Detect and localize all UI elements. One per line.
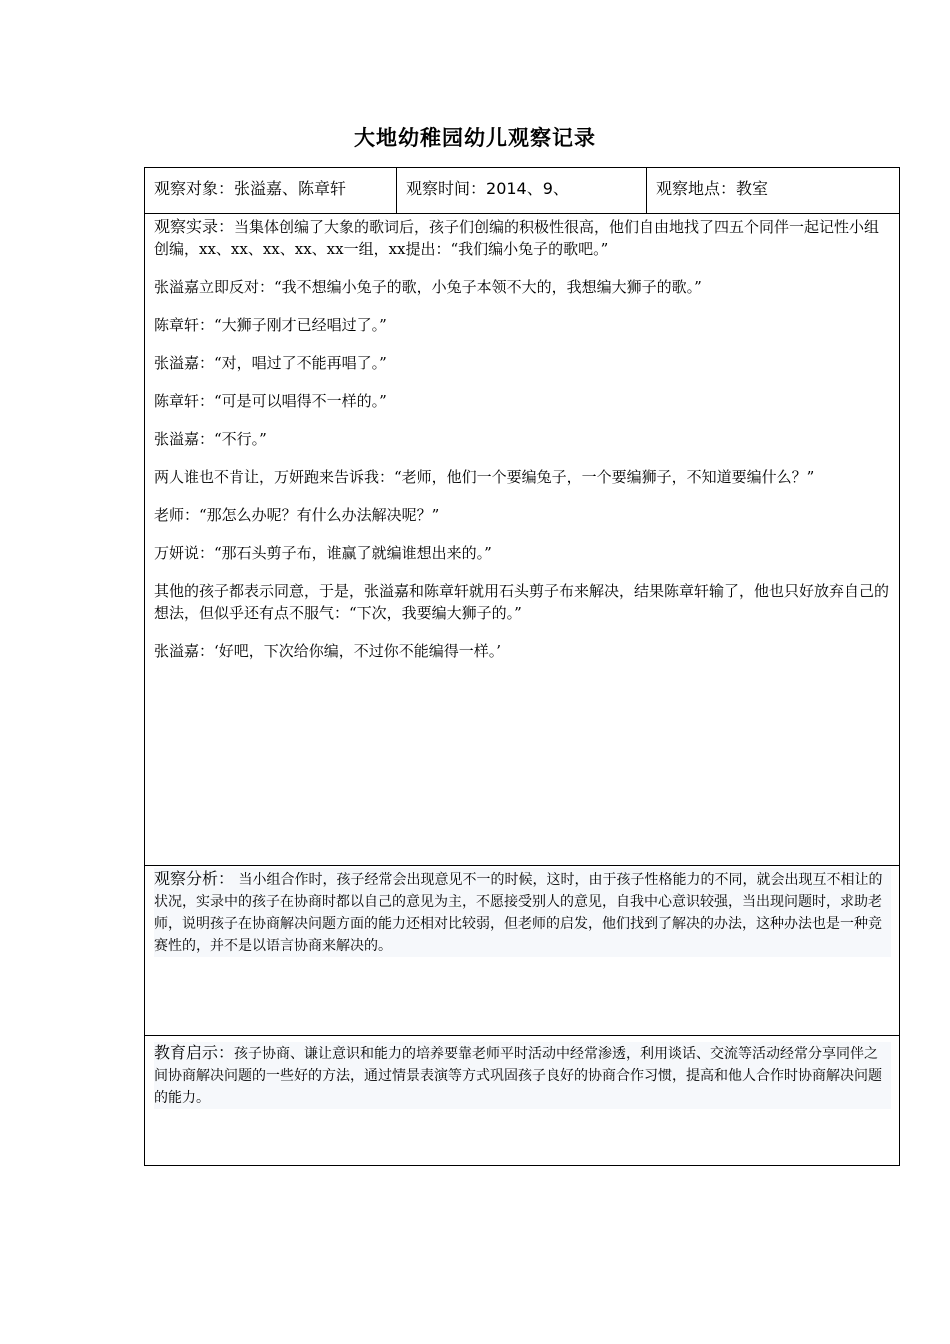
observation-intro-paragraph bbox=[154, 216, 891, 260]
subject-value: 张溢嘉、陈章轩 bbox=[234, 179, 347, 198]
place-label: 观察地点： bbox=[656, 179, 737, 198]
time-value: 2014、9、 bbox=[486, 179, 569, 198]
observation-line: 张溢嘉：“对，唱过了不能再唱了。” bbox=[154, 354, 387, 372]
education-label: 教育启示： bbox=[154, 1043, 235, 1062]
time-cell bbox=[397, 168, 647, 214]
observation-line: 陈章轩：“大狮子刚才已经唱过了。” bbox=[154, 316, 387, 334]
subject-label: 观察对象： bbox=[154, 179, 235, 198]
observation-row bbox=[145, 214, 900, 866]
education-row bbox=[145, 1036, 900, 1166]
observation-record-table bbox=[144, 167, 900, 1166]
place-cell bbox=[647, 168, 900, 214]
place-value: 教室 bbox=[736, 179, 769, 198]
analysis-paragraph bbox=[154, 868, 891, 957]
header-row bbox=[145, 168, 900, 214]
observation-line: 老师：“那怎么办呢？有什么办法解决呢？” bbox=[154, 506, 440, 524]
analysis-row bbox=[145, 866, 900, 1036]
subject-cell bbox=[145, 168, 397, 214]
observation-label: 观察实录： bbox=[154, 217, 235, 236]
education-paragraph bbox=[154, 1042, 891, 1109]
observation-line: 其他的孩子都表示同意，于是，张溢嘉和陈章轩就用石头剪子布来解决，结果陈章轩输了，他也只好放弃自己的想法，但似乎还有点不服气：“下次，我要编大狮子的。” bbox=[154, 582, 890, 622]
observation-intro: 当集体创编了大象的歌词后，孩子们创编的积极性很高，他们自由地找了四五个同伴一起记性小组创编，xx、xx、xx、xx、xx一组，xx提出：“我们编小兔子的歌吧。” bbox=[154, 218, 880, 258]
observation-line: 张溢嘉：“不行。” bbox=[154, 430, 267, 448]
education-text: 孩子协商、谦让意识和能力的培养要靠老师平时活动中经常渗透，利用谈话、交流等活动经常分享同伴之间协商解决问题的一些好的方法，通过情景表演等方式巩固孩子良好的协商合作习惯，提高和他人合作时协商解决问题的能力。 bbox=[154, 1046, 882, 1106]
analysis-label: 观察分析： bbox=[154, 869, 235, 888]
analysis-text: 当小组合作时，孩子经常会出现意见不一的时候，这时，由于孩子性格能力的不同，就会出现互不相让的状况，实录中的孩子在协商时都以自己的意见为主，不愿接受别人的意见，自我中心意识较强，当出现问题时，求助老师，说明孩子在协商解决问题方面的能力还相对比较弱，但老师的启发，他们找到了解决的办法，这种办法也是一种竞赛性的，并不是以语言协商来解决的。 bbox=[154, 872, 883, 954]
observation-cell bbox=[145, 214, 900, 866]
observation-line: 两人谁也不肯让，万妍跑来告诉我：“老师，他们一个要编兔子，一个要编狮子，不知道要编什么？” bbox=[154, 468, 815, 486]
analysis-cell bbox=[145, 866, 900, 1036]
education-cell bbox=[145, 1036, 900, 1166]
observation-line: 张溢嘉：‘好吧，下次给你编，不过你不能编得一样。’ bbox=[154, 642, 502, 660]
observation-line: 张溢嘉立即反对：“我不想编小兔子的歌，小兔子本领不大的，我想编大狮子的歌。” bbox=[154, 278, 702, 296]
time-label: 观察时间： bbox=[406, 179, 487, 198]
page-title: 大地幼稚园幼儿观察记录 bbox=[354, 126, 596, 150]
observation-line: 陈章轩：“可是可以唱得不一样的。” bbox=[154, 392, 387, 410]
observation-line: 万妍说：“那石头剪子布，谁赢了就编谁想出来的。” bbox=[154, 544, 492, 562]
